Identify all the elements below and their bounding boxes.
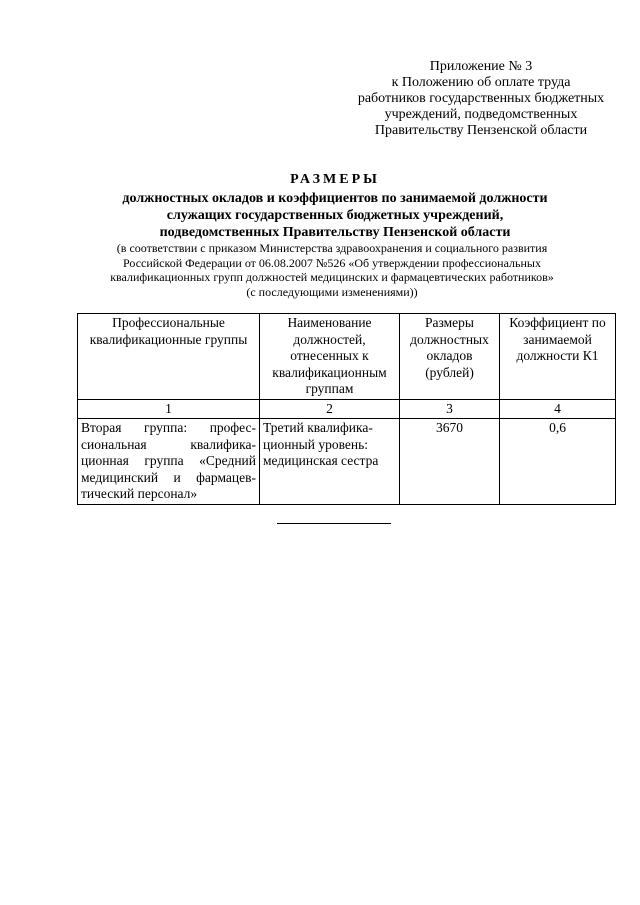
column-number: 3 [400, 399, 500, 419]
document-subtitle [0, 190, 640, 241]
end-divider-line [277, 523, 391, 524]
appendix-header [340, 59, 622, 139]
cell-line: сиональная квалифика- [81, 436, 256, 452]
cell-line: ционный уровень: [263, 436, 368, 452]
basis-line: (в соответствии с приказом Министерства здравоохранения и социального развития [116, 241, 548, 255]
header-cell-positions: Наименование должностей, отнесенных к квалификационным группам [260, 314, 400, 400]
cell-line: тический персонал» [81, 486, 198, 501]
basis-line: квалификационных групп должностей медицинских и фармацевтических работников» [110, 270, 554, 284]
table-column-number-row [78, 399, 616, 419]
basis-line: Российской Федерации от 06.08.2007 №526 «Об утверждении профессиональных [123, 255, 541, 270]
cell-salary: 3670 [400, 419, 500, 505]
cell-qualification-group [78, 419, 260, 505]
cell-line: ционная группа «Средний [81, 453, 256, 468]
table-header-row [78, 314, 616, 400]
header-cell-coefficient: Коэффициент по занимаемой должности К1 [500, 314, 616, 400]
column-number: 2 [260, 399, 400, 419]
cell-line: медицинский и фармацев- [81, 469, 256, 485]
cell-line: медицинская сестра [263, 453, 379, 468]
appendix-line: Приложение № 3 [429, 59, 533, 74]
subtitle-line: подведомственных Правительству Пензенской области [159, 225, 511, 240]
appendix-line: работников государственных бюджетных [357, 91, 605, 106]
appendix-line: Правительству Пензенской области [374, 123, 588, 138]
column-number: 4 [500, 399, 616, 419]
cell-coefficient: 0,6 [500, 419, 616, 505]
cell-position-name [260, 419, 400, 505]
appendix-line: учреждений, подведомственных [384, 107, 578, 122]
legal-basis-note [0, 241, 640, 299]
salary-rates-table [77, 313, 616, 505]
subtitle-line: служащих государственных бюджетных учреждений, [166, 208, 504, 223]
subtitle-line: должностных окладов и коэффициентов по занимаемой должности [122, 191, 548, 206]
document-title: РАЗМЕРЫ [290, 172, 380, 187]
table-row [78, 419, 616, 505]
cell-line: Вторая группа: профес- [81, 420, 256, 435]
cell-line: Третий квалифика- [263, 420, 373, 435]
header-cell-groups: Профессиональные квалификационные группы [78, 314, 260, 400]
header-cell-salary: Размеры должностных окладов (рублей) [400, 314, 500, 400]
appendix-line: к Положению об оплате труда [391, 75, 571, 90]
basis-line: (с последующими изменениями)) [246, 284, 418, 299]
column-number: 1 [78, 399, 260, 419]
